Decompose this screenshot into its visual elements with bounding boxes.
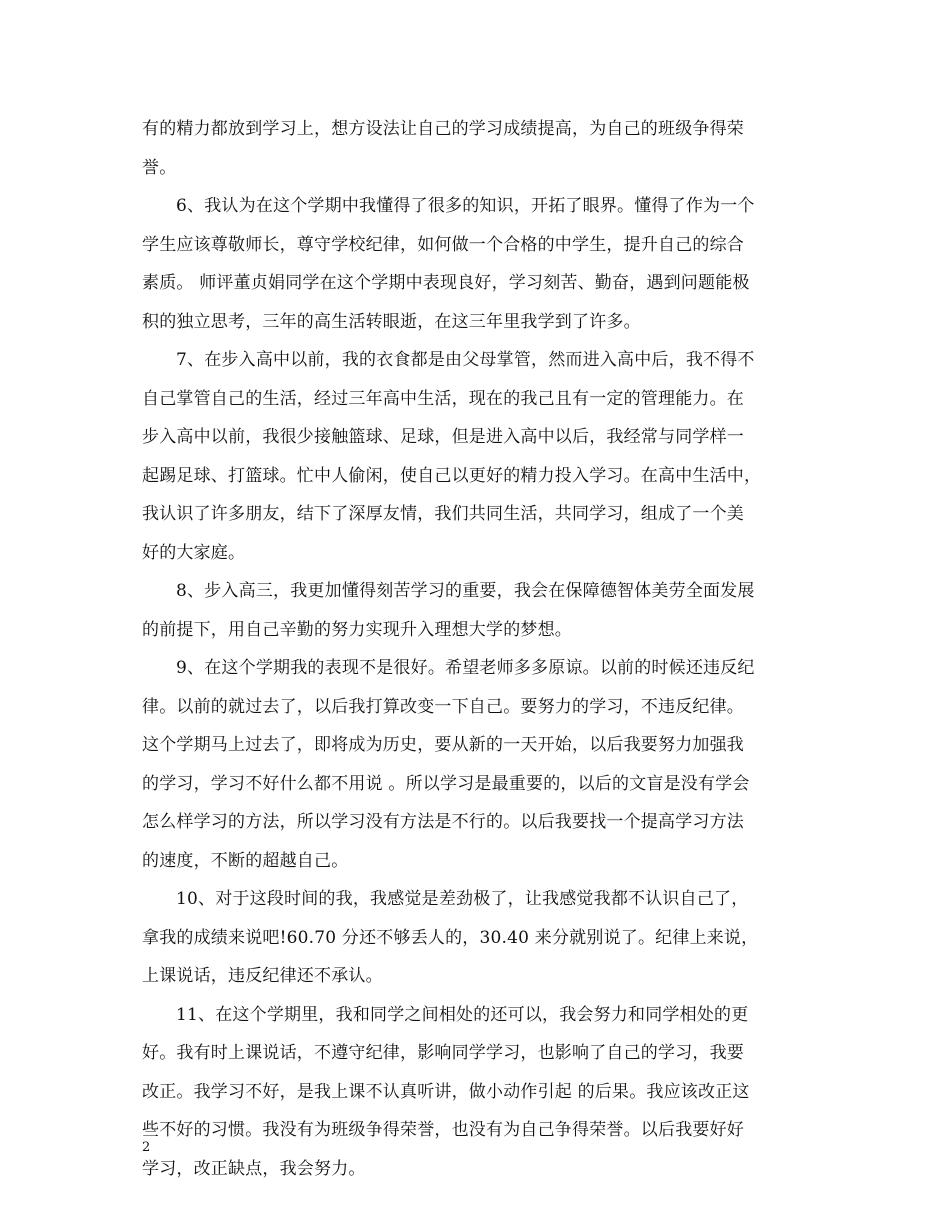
text-line: 学生应该尊敬师长，尊守学校纪律，如何做一个合格的中学生，提升自己的综合: [142, 234, 744, 255]
text-line: 拿我的成绩来说吧!60.70 分还不够丢人的，30.40 来分就别说了。纪律上来说，: [142, 927, 759, 948]
text-line: 学习，改正缺点，我会努力。: [142, 1158, 366, 1179]
text-line: 自己掌管自己的生活，经过三年高中生活，现在的我己且有一定的管理能力。在: [142, 388, 744, 409]
paragraph-8-line: 8、步入高三，我更加懂得刻苦学习的重要，我会在保障德智体美劳全面发展: [176, 581, 755, 601]
text-line: 积的独立思考，三年的高生活转眼逝，在这三年里我学到了许多。: [142, 311, 641, 332]
text-line: 的学习，学习不好什么都不用说 。所以学习是最重要的，以后的文盲是没有学会: [142, 773, 750, 794]
text-line: 好的大家庭。: [142, 542, 246, 563]
text-line: 上课说话，违反纪律还不承认。: [142, 966, 383, 986]
document-body: [142, 110, 822, 1188]
text-line: 好。我有时上课说话，不遵守纪律，影响同学学习，也影响了自己的学习，我要: [142, 1043, 744, 1063]
text-line: 律。以前的就过去了，以后我打算改变一下自己。要努力的学习，不违反纪律。: [142, 696, 744, 717]
text-line: 改正。我学习不好，是我上课不认真听讲，做小动作引起 的后果。我应该改正这: [142, 1081, 750, 1102]
text-line: 有的精力都放到学习上，想方设法让自己的学习成绩提高，为自己的班级争得荣: [142, 119, 744, 139]
paragraph-9-line: 9、在这个学期我的表现不是很好。希望老师多多原谅。以前的时候还违反纪: [176, 658, 755, 678]
text-line: 的前提下，用自己辛勤的努力实现升入理想大学的梦想。: [142, 619, 572, 640]
paragraph-7-line: 7、在步入高中以前，我的衣食都是由父母掌管，然而进入高中后，我不得不: [176, 350, 755, 370]
text-line: 的速度，不断的超越自己。: [142, 850, 349, 871]
paragraph-10-line: 10、对于这段时间的我，我感觉是差劲极了，让我感觉我都不认识自己了，: [176, 889, 749, 909]
text-line: 些不好的习惯。我没有为班级争得荣誉，也没有为自己争得荣誉。以后我要好好: [142, 1120, 744, 1140]
paragraph-6-line: 6、我认为在这个学期中我懂得了很多的知识，开拓了眼界。懂得了作为一个: [176, 196, 755, 216]
text-line: 步入高中以前，我很少接触篮球、足球，但是进入高中以后，我经常与同学样一: [142, 427, 744, 447]
paragraph-11-line: 11、在这个学期里，我和同学之间相处的还可以，我会努力和同学相处的更: [176, 1004, 749, 1025]
text-line: 我认识了许多朋友，结下了深厚友情，我们共同生活，共同学习，组成了一个美: [142, 504, 744, 524]
text-line: 这个学期马上过去了，即将成为历史，要从新的一天开始，以后我要努力加强我: [142, 735, 744, 755]
page-number: 2: [142, 1140, 151, 1155]
text-line: 誉。: [142, 157, 177, 178]
text-line: 素质。 师评董贞娟同学在这个学期中表现良好，学习刻苦、勤奋，遇到问题能极: [142, 273, 750, 293]
text-line: 起踢足球、打篮球。忙中人偷闲，使自己以更好的精力投入学习。在高中生活中，: [142, 465, 762, 486]
text-line: 怎么样学习的方法，所以学习没有方法是不行的。以后我要找一个提高学习方法: [142, 812, 744, 832]
